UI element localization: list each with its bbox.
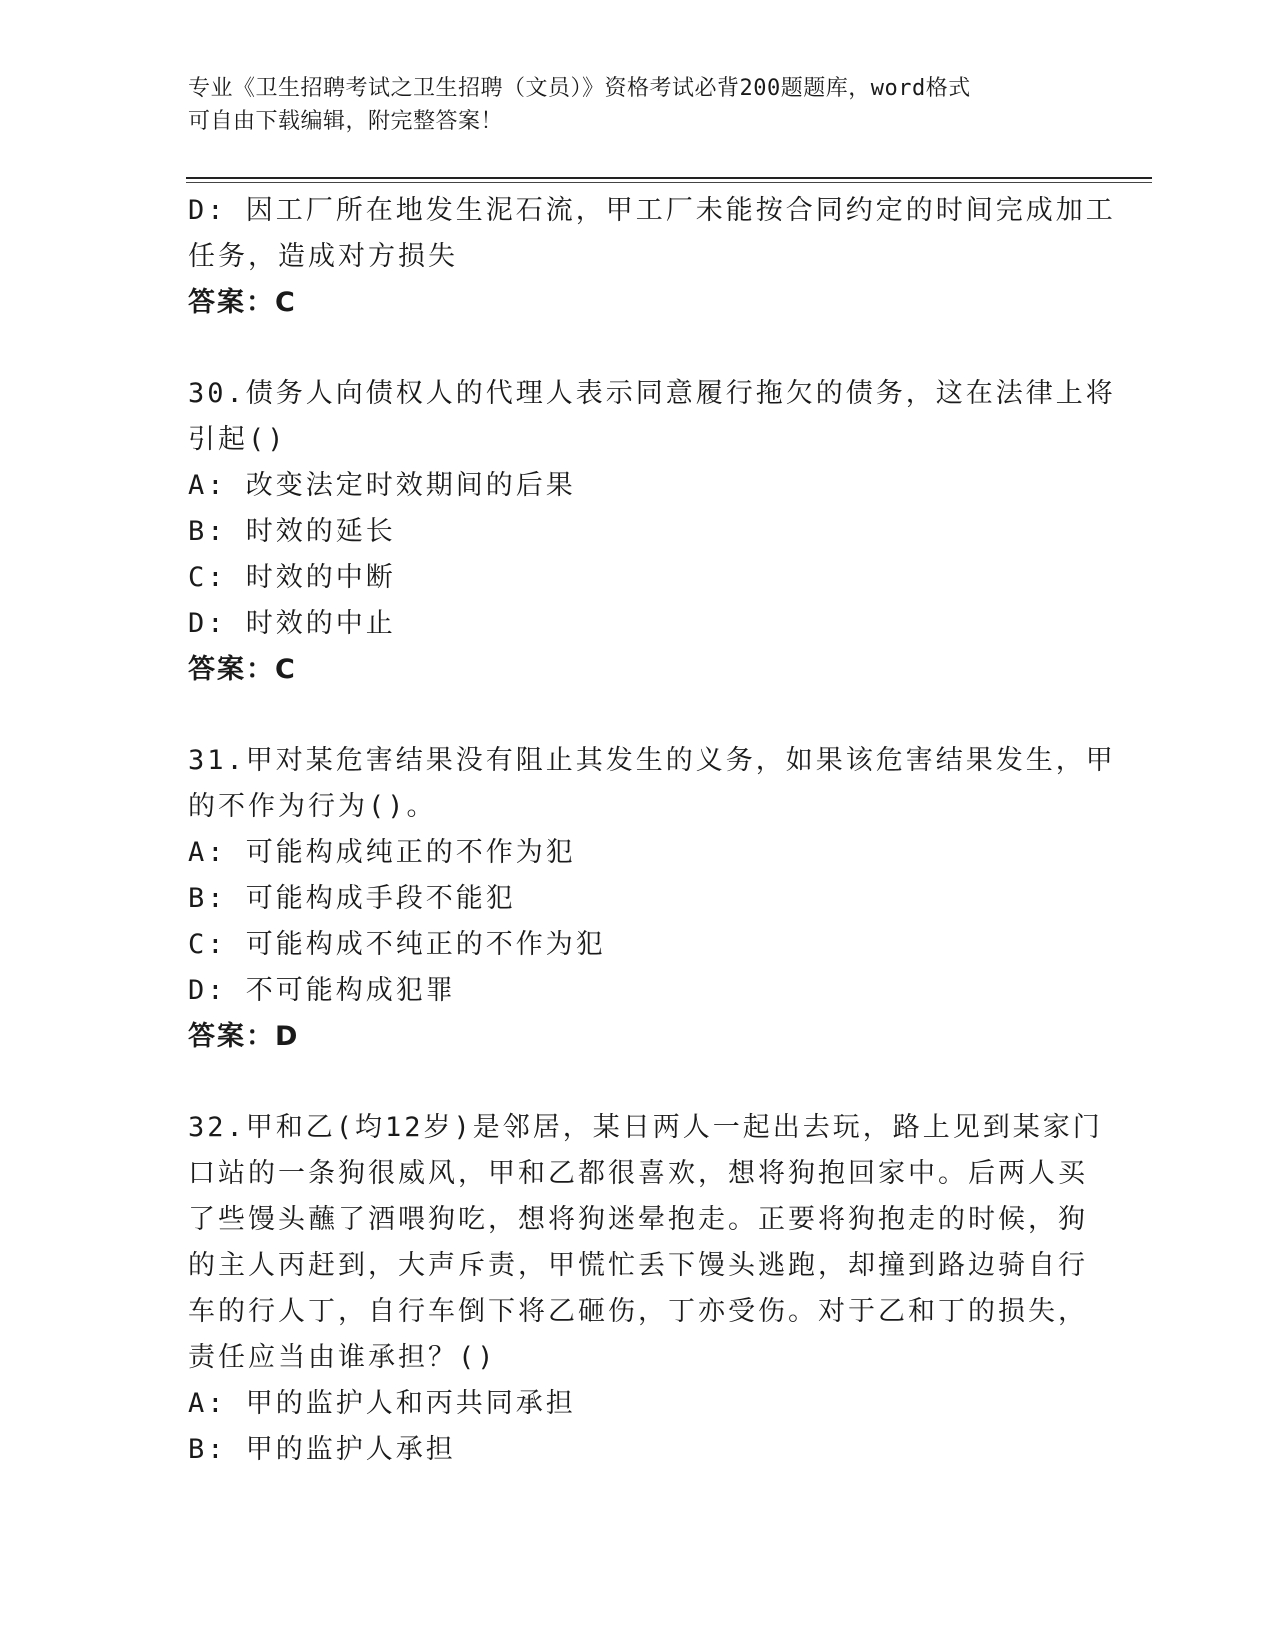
option-d-line-2: 任务，造成对方损失	[188, 241, 458, 272]
question-stem-line: 的主人丙赶到，大声斥责，甲慌忙丢下馒头逃跑，却撞到路边骑自行	[188, 1250, 1088, 1281]
option-a: A: 甲的监护人和丙共同承担	[188, 1388, 576, 1419]
question-stem-line: 引起()	[188, 424, 287, 455]
question-29-continued	[188, 188, 1116, 326]
option-b: B: 甲的监护人承担	[188, 1434, 456, 1465]
spacer	[188, 693, 1088, 738]
question-stem-line: 了些馒头蘸了酒喂狗吃，想将狗迷晕抱走。正要将狗抱走的时候，狗	[188, 1204, 1088, 1235]
option-d-line-1: D: 因工厂所在地发生泥石流，甲工厂未能按合同约定的时间完成加工	[188, 195, 1116, 226]
document-header	[188, 72, 1088, 138]
spacer	[188, 326, 1088, 371]
option-b: B: 可能构成手段不能犯	[188, 883, 516, 914]
question-stem-line: 口站的一条狗很威风，甲和乙都很喜欢，想将狗抱回家中。后两人买	[188, 1158, 1088, 1189]
option-d: D: 不可能构成犯罪	[188, 975, 456, 1006]
answer-label: 答案：C	[188, 654, 297, 685]
option-b: B: 时效的延长	[188, 516, 396, 547]
question-stem-line: 31.甲对某危害结果没有阻止其发生的义务，如果该危害结果发生，甲	[188, 745, 1116, 776]
answer-label: 答案：D	[188, 1021, 300, 1052]
option-d: D: 时效的中止	[188, 608, 396, 639]
header-divider	[186, 177, 1152, 179]
header-title-line-2: 可自由下载编辑，附完整答案！	[188, 109, 504, 134]
header-title-line-1: 专业《卫生招聘考试之卫生招聘（文员）》资格考试必背200题题库，word格式	[188, 76, 971, 101]
question-stem-line: 车的行人丁，自行车倒下将乙砸伤，丁亦受伤。对于乙和丁的损失，	[188, 1296, 1088, 1327]
header-divider-thin	[186, 182, 1152, 183]
spacer	[188, 1060, 1088, 1105]
option-a: A: 改变法定时效期间的后果	[188, 470, 576, 501]
question-30	[188, 371, 1116, 693]
answer-label: 答案：C	[188, 287, 297, 318]
question-stem-line: 的不作为行为()。	[188, 791, 437, 822]
document-body	[188, 188, 1116, 1473]
option-a: A: 可能构成纯正的不作为犯	[188, 837, 576, 868]
question-stem-line: 责任应当由谁承担？()	[188, 1342, 497, 1373]
question-32	[188, 1105, 1103, 1473]
option-c: C: 时效的中断	[188, 562, 396, 593]
question-stem-line: 32.甲和乙(均12岁)是邻居，某日两人一起出去玩，路上见到某家门	[188, 1112, 1103, 1143]
question-stem-line: 30.债务人向债权人的代理人表示同意履行拖欠的债务，这在法律上将	[188, 378, 1116, 409]
question-31	[188, 738, 1116, 1060]
option-c: C: 可能构成不纯正的不作为犯	[188, 929, 606, 960]
